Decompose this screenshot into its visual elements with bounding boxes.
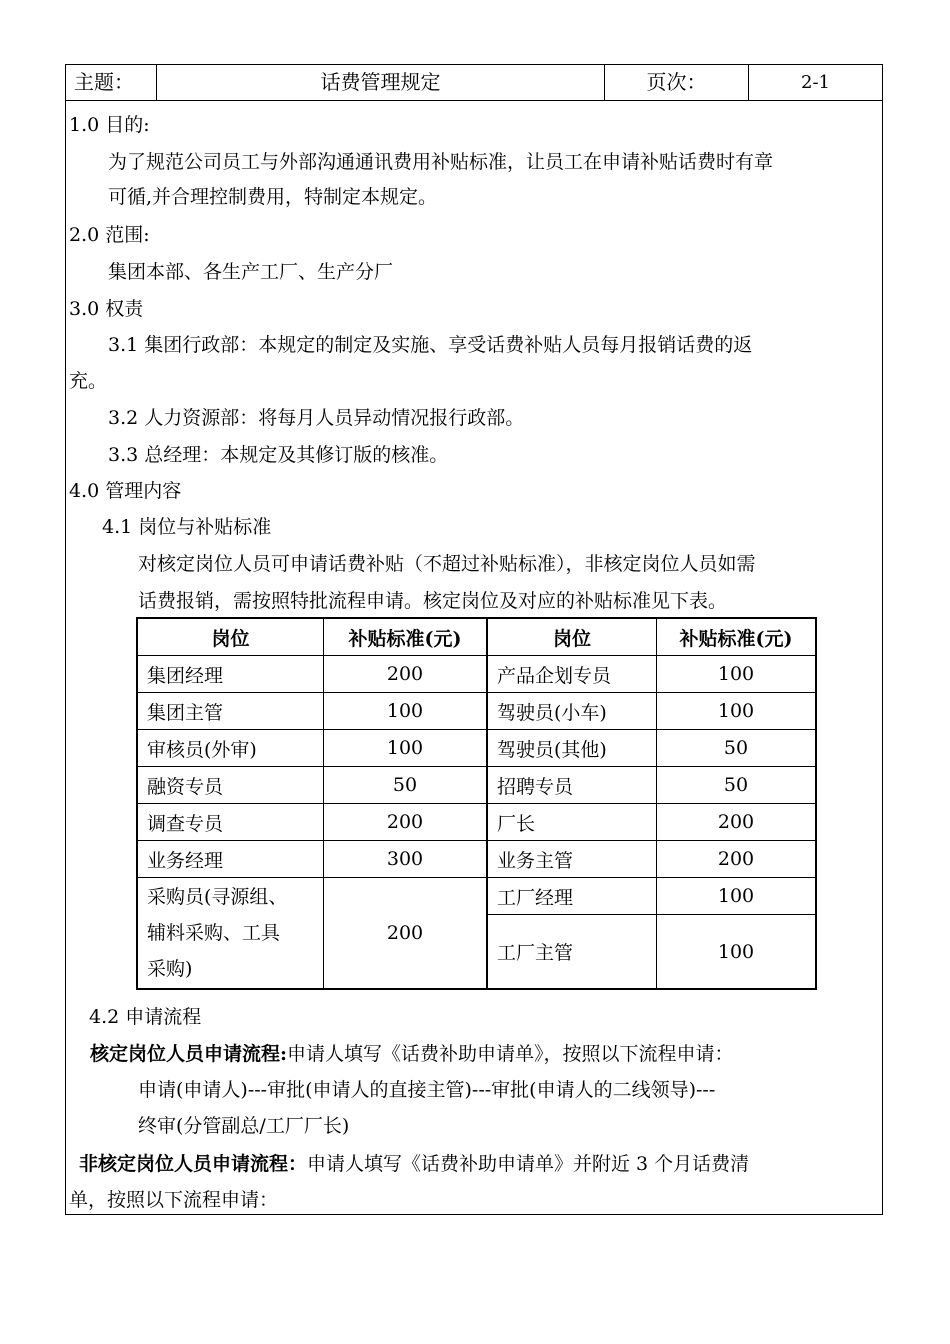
subsidy-cell: 50 xyxy=(324,767,488,804)
subsidy-cell: 50 xyxy=(657,730,817,767)
page-label: 页次： xyxy=(605,65,749,100)
table-row xyxy=(137,878,816,915)
subsidy-paragraph-line-1: 对核定岗位人员可申请话费补贴（不超过补贴标准），非核定岗位人员如需 xyxy=(138,553,756,575)
duty-3-1-line-2: 充。 xyxy=(69,370,108,392)
non-core-process-line-2: 单，按照以下流程申请： xyxy=(69,1189,279,1211)
table-row xyxy=(137,656,816,693)
position-cell-line: 采购员(寻源组、 xyxy=(147,886,288,908)
position-cell: 产品企划专员 xyxy=(487,656,657,693)
subsidy-cell: 200 xyxy=(324,878,488,990)
position-cell: 驾驶员(小车) xyxy=(487,693,657,730)
duty-3-3: 3.3 总经理：本规定及其修订版的核准。 xyxy=(108,444,449,466)
document-title: 话费管理规定 xyxy=(157,65,605,100)
core-flow-line-1: 申请(申请人)---审批(申请人的直接主管)---审批(申请人的二线领导)--- xyxy=(138,1079,716,1101)
purpose-line-1: 为了规范公司员工与外部沟通通讯费用补贴标准，让员工在申请补贴话费时有章 xyxy=(108,151,774,173)
column-header-subsidy-2: 补贴标准(元) xyxy=(657,618,817,656)
core-process-label: 核定岗位人员申请流程: xyxy=(90,1043,288,1065)
subsidy-cell: 200 xyxy=(657,804,817,841)
position-cell: 集团主管 xyxy=(137,693,324,730)
subsidy-cell: 50 xyxy=(657,767,817,804)
table-row xyxy=(137,804,816,841)
subsidy-cell: 100 xyxy=(324,730,488,767)
position-cell: 工厂经理 xyxy=(487,878,657,915)
section-3-heading: 3.0 权责 xyxy=(69,298,144,320)
document-frame xyxy=(65,64,883,1215)
position-cell: 调查专员 xyxy=(137,804,324,841)
non-core-process-line xyxy=(79,1151,749,1177)
subsidy-cell: 100 xyxy=(657,878,817,915)
column-header-position-2: 岗位 xyxy=(487,618,657,656)
position-cell: 业务经理 xyxy=(137,841,324,878)
position-cell: 集团经理 xyxy=(137,656,324,693)
section-4-heading: 4.0 管理内容 xyxy=(69,480,182,502)
position-cell-line: 采购) xyxy=(147,958,193,980)
core-process-text: 申请人填写《话费补助申请单》，按照以下流程申请： xyxy=(287,1043,734,1065)
duty-3-2: 3.2 人力资源部：将每月人员异动情况报行政部。 xyxy=(108,407,525,429)
subsidy-cell: 100 xyxy=(657,693,817,730)
subsidy-paragraph-line-2: 话费报销，需按照特批流程申请。核定岗位及对应的补贴标准见下表。 xyxy=(138,590,728,612)
position-cell: 厂长 xyxy=(487,804,657,841)
position-cell: 业务主管 xyxy=(487,841,657,878)
position-cell-multiline xyxy=(137,878,324,990)
subsidy-cell: 300 xyxy=(324,841,488,878)
table-row xyxy=(137,767,816,804)
non-core-process-text: 申请人填写《话费补助申请单》并附近 3 个月话费清 xyxy=(307,1153,750,1175)
subject-label: 主题： xyxy=(66,65,157,100)
table-header-row xyxy=(137,618,816,656)
section-1-heading: 1.0 目的: xyxy=(69,114,150,136)
purpose-line-2: 可循,并合理控制费用，特制定本规定。 xyxy=(108,186,438,208)
subsidy-cell: 100 xyxy=(657,656,817,693)
page-number: 2-1 xyxy=(801,72,830,93)
section-2-heading: 2.0 范围: xyxy=(69,224,150,246)
subsidy-cell: 200 xyxy=(657,841,817,878)
column-header-subsidy: 补贴标准(元) xyxy=(324,618,488,656)
column-header-position: 岗位 xyxy=(137,618,324,656)
position-cell: 工厂主管 xyxy=(487,915,657,989)
subsidy-standard-table xyxy=(136,617,817,990)
duty-3-1-line-1: 3.1 集团行政部：本规定的制定及实施、享受话费补贴人员每月报销话费的返 xyxy=(108,334,753,356)
scope-line: 集团本部、各生产工厂、生产分厂 xyxy=(108,261,394,283)
table-row xyxy=(137,693,816,730)
core-flow-line-2: 终审(分管副总/工厂厂长) xyxy=(138,1115,350,1137)
position-cell: 审核员(外审) xyxy=(137,730,324,767)
document-header xyxy=(66,65,882,101)
subsidy-cell: 100 xyxy=(657,915,817,989)
non-core-process-label: 非核定岗位人员申请流程： xyxy=(79,1153,308,1175)
core-process-line xyxy=(90,1041,734,1067)
subsection-4-2: 4.2 申请流程 xyxy=(89,1006,202,1028)
position-cell-line: 辅料采购、工具 xyxy=(147,922,281,944)
subsidy-cell: 200 xyxy=(324,656,488,693)
subsidy-cell: 200 xyxy=(324,804,488,841)
position-cell: 驾驶员(其他) xyxy=(487,730,657,767)
subsidy-cell: 100 xyxy=(324,693,488,730)
position-cell: 融资专员 xyxy=(137,767,324,804)
table-row xyxy=(137,841,816,878)
subsection-4-1: 4.1 岗位与补贴标准 xyxy=(102,516,272,538)
position-cell: 招聘专员 xyxy=(487,767,657,804)
table-row xyxy=(137,730,816,767)
